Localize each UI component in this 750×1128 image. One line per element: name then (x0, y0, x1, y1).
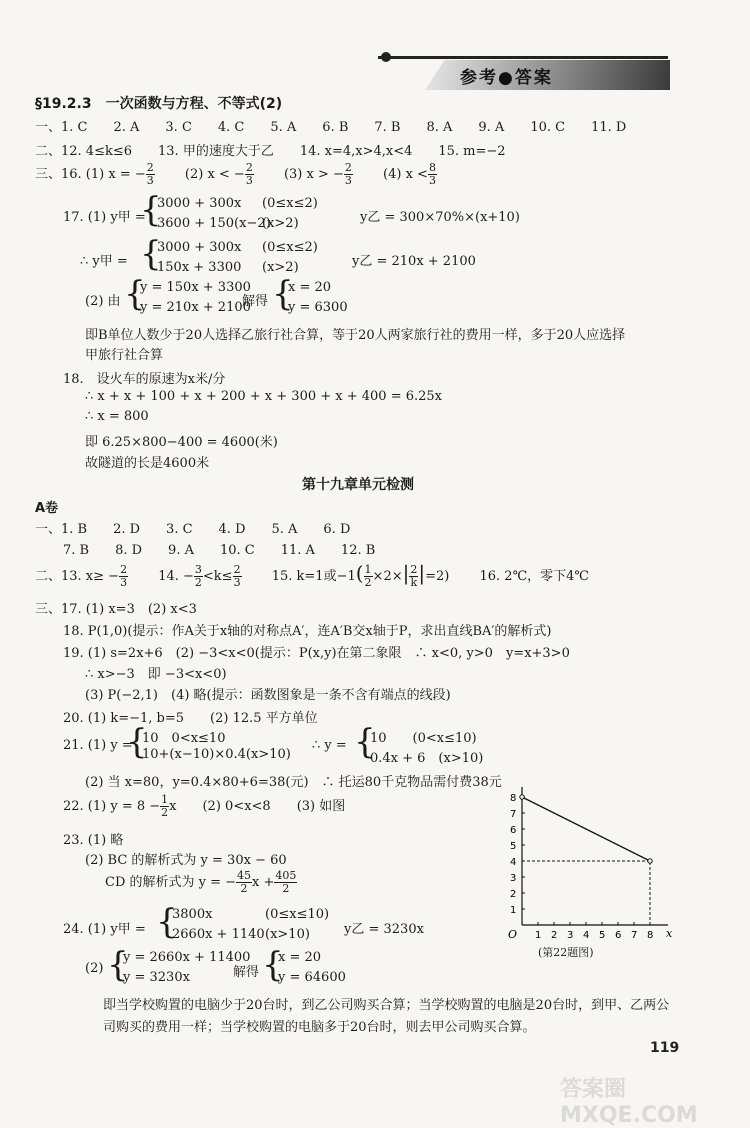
x-tick-label: 8 (647, 930, 654, 941)
q17-case1-cond: (0≤x≤2) (262, 196, 318, 211)
test-q17: 三、17. (1) x=3 (2) x<3 (35, 602, 197, 617)
q17-y-yi2: y乙 = 210x + 2100 (352, 254, 476, 269)
test-q21-case2: 10+(x−10)×0.4(x>10) (142, 747, 291, 762)
y-tick-label: 7 (510, 809, 517, 820)
test-q18: 18. P(1,0)(提示：作A关于x轴的对称点A′，连A′B交x轴于P，求出直线BA′的解析式) (63, 624, 552, 639)
brace: { (107, 945, 129, 985)
fraction: $\frac{3}{2}$ (194, 563, 202, 589)
x-tick-label: 6 (615, 930, 622, 941)
test-q24-eq1: y = 2660x + 11400 (123, 950, 251, 965)
x-tick-label: 7 (631, 930, 638, 941)
test-q24-case2: 2660x + 1140 (172, 927, 265, 942)
brace: { (140, 234, 162, 274)
test-q22: 22. (1) y = 8 − $\frac{1}{2}$ x (2) 0<x<8 (3) 如图 (63, 793, 346, 819)
q16-part1: 三、16. (1) x = − (35, 167, 146, 182)
q18-line2: ∴ x + x + 100 + x + 200 + x + 300 + x + 400 = 6.25x (85, 389, 443, 404)
header-rule (378, 56, 668, 59)
series-line (522, 797, 650, 861)
q17-simpl2: 150x + 3300 (157, 260, 242, 275)
q17-case2: 3600 + 150(x−2) (157, 216, 271, 231)
y-tick-label: 4 (510, 857, 517, 868)
test-q23-line1: 23. (1) 略 (63, 833, 124, 848)
test-q21-case1: 10 0<x≤10 (142, 731, 226, 746)
test-mc-row1: 一、1. B 2. D 3. C 4. D 5. A 6. D (35, 522, 351, 537)
brace: { (124, 274, 146, 314)
test-q21-label: 21. (1) y = (63, 738, 133, 753)
q17-case1: 3000 + 300x (157, 196, 242, 211)
endpoint (648, 859, 652, 863)
brace: { (126, 722, 148, 762)
graph-axes (508, 787, 673, 941)
q17-x: x = 20 (288, 280, 332, 295)
q18-line3: ∴ x = 800 (85, 409, 149, 424)
y-tick-label: 1 (510, 905, 517, 916)
fraction: $\frac{2}{3}$ (344, 161, 352, 187)
q17-part2: (2) 由 (85, 294, 121, 309)
brace: { (156, 902, 178, 942)
q17-y-yi: y乙 = 300×70%×(x+10) (360, 210, 520, 225)
answers-fill-blank: 二、12. 4≤k≤6 13. 甲的速度大于乙 14. x=4,x>4,x<4 15. m=−2 (35, 144, 506, 159)
q18-line1: 18. 设火车的原速为x米/分 (63, 372, 226, 387)
fraction: $\frac{45}{2}$ (237, 869, 252, 895)
test-q23-line2: (2) BC 的解析式为 y = 30x − 60 (85, 853, 287, 868)
q17-eq2: y = 210x + 2100 (140, 300, 251, 315)
origin-label: O (508, 928, 518, 941)
test-mc-row2: 7. B 8. D 9. A 10. C 11. A 12. B (63, 543, 376, 558)
graph-series (520, 795, 652, 863)
brace: { (272, 274, 294, 314)
fraction: $\frac{8}{3}$ (428, 161, 436, 187)
x-tick-label: 1 (535, 930, 542, 941)
q17-solve: 解得 (242, 294, 269, 309)
x-tick-label: 2 (551, 930, 558, 941)
test-q24-solve: 解得 (233, 965, 260, 980)
fraction: $\frac{2}{3}$ (120, 563, 128, 589)
page-number: 119 (650, 1040, 680, 1056)
q18-line5: 故隧道的长是4600米 (85, 456, 210, 471)
q16-part2: (2) x < − (184, 167, 245, 182)
test-q24-x: x = 20 (278, 950, 322, 965)
test-q24-y-yi: y乙 = 3230x (344, 922, 424, 937)
test-title: 第十九章单元检测 (302, 477, 414, 493)
test-fill-blank: 二、13. x≥ − $\frac{2}{3}$ 14. − $\frac{3}{2}$ <k≤ $\frac{2}{3}$ 15. k=1或−1( $\frac{1}{2}$ ×2×| $\frac{2}{k}$ |=2) 16. 2℃，零下4℃ (35, 561, 589, 589)
fraction: $\frac{405}{2}$ (275, 869, 297, 895)
q17-simpl1: 3000 + 300x (157, 240, 242, 255)
q17-eq1: y = 150x + 3300 (140, 280, 251, 295)
test-q24-case1: 3800x (172, 907, 213, 922)
test-q21-simpl2: 0.4x + 6 (x>10) (370, 751, 484, 766)
graph-guides (522, 861, 650, 925)
watermark: 答案圈 MXQE.COM (560, 1077, 698, 1128)
test-volume: A卷 (35, 501, 59, 516)
test-q19-line2: ∴ x>−3 即 −3<x<0) (85, 667, 227, 682)
test-q20: 20. (1) k=−1, b=5 (2) 12.5 平方单位 (63, 711, 318, 726)
y-tick-label: 2 (510, 889, 517, 900)
q22-graph (500, 785, 685, 960)
test-q21-part2: (2) 当 x=80，y=0.4×80+6=38(元) ∴ 托运80千克物品需付费38元 (85, 775, 502, 790)
test-q24-case2-cond: (x>10) (265, 927, 310, 942)
brace: { (262, 945, 284, 985)
q17-simpl2-cond: (x>2) (262, 260, 299, 275)
x-axis-label: x (666, 927, 673, 940)
fraction: $\frac{2}{k}$ (410, 563, 418, 589)
x-tick-label: 3 (567, 930, 574, 941)
q17-simpl1-cond: (0≤x≤2) (262, 240, 318, 255)
header-title: 参考●答案 (460, 68, 553, 88)
answers-multiple-choice: 一、1. C 2. A 3. C 4. C 5. A 6. B 7. B 8. A 9. A 10. C 11. D (35, 120, 627, 135)
q17-y: y = 6300 (288, 300, 348, 315)
x-tick-label: 4 (583, 930, 590, 941)
endpoint (520, 795, 524, 799)
y-tick-label: 3 (510, 873, 517, 884)
figure-caption: (第22题图) (538, 946, 594, 959)
test-q24-conclusion2: 司购买的费用一样；当学校购置的电脑多于20台时，则去甲公司购买合算。 (103, 1020, 536, 1035)
test-q24-case1-cond: (0≤x≤10) (265, 907, 330, 922)
test-q24-y: y = 64600 (278, 970, 346, 985)
test-q21-simpl1: 10 (0<x≤10) (370, 731, 477, 746)
q16-part4: (4) x < (383, 167, 428, 182)
y-tick-label: 5 (510, 841, 517, 852)
x-tick-label: 5 (599, 930, 606, 941)
fraction: $\frac{1}{2}$ (364, 563, 372, 589)
fraction: $\frac{1}{2}$ (161, 793, 169, 819)
fraction: $\frac{2}{3}$ (146, 161, 154, 187)
graph-ticks (510, 793, 653, 941)
q17-conclusion2: 甲旅行社合算 (85, 348, 164, 363)
brace: { (140, 190, 162, 230)
test-q24-part2: (2) (85, 961, 104, 976)
q17-then: ∴ y甲 = (80, 254, 128, 269)
q17-case2-cond: (x>2) (262, 216, 299, 231)
q17-conclusion1: 即B单位人数少于20人选择乙旅行社合算，等于20人两家旅行社的费用一样，多于20人应选择 (85, 328, 626, 343)
test-q24-label: 24. (1) y甲 = (63, 922, 146, 937)
test-q21-then: ∴ y = (312, 738, 347, 753)
test-q24-conclusion1: 即当学校购置的电脑少于20台时，到乙公司购买合算；当学校购置的电脑是20台时，到甲、乙两公 (103, 998, 670, 1013)
q18-line4: 即 6.25×800−400 = 4600(米) (85, 435, 278, 450)
fraction: $\frac{2}{3}$ (245, 161, 253, 187)
q16-part3: (3) x > − (283, 167, 344, 182)
y-tick-label: 8 (510, 793, 517, 804)
answers-q16 (35, 160, 437, 190)
test-q19-line3: (3) P(−2,1) (4) 略(提示：函数图象是一条不含有端点的线段) (85, 688, 451, 703)
section-title: §19.2.3 一次函数与方程、不等式(2) (35, 96, 283, 112)
test-q24-eq2: y = 3230x (123, 970, 190, 985)
y-tick-label: 6 (510, 825, 517, 836)
fraction: $\frac{2}{3}$ (233, 563, 241, 589)
test-q23-line3: CD 的解析式为 y = − $\frac{45}{2}$ x + $\frac{405}{2}$ (105, 869, 297, 895)
q17-label: 17. (1) y甲 = (63, 210, 146, 225)
brace: { (354, 722, 376, 762)
test-q19-line1: 19. (1) s=2x+6 (2) −3<x<0(提示：P(x,y)在第二象限 ∴ x<0, y>0 y=x+3>0 (63, 646, 570, 661)
